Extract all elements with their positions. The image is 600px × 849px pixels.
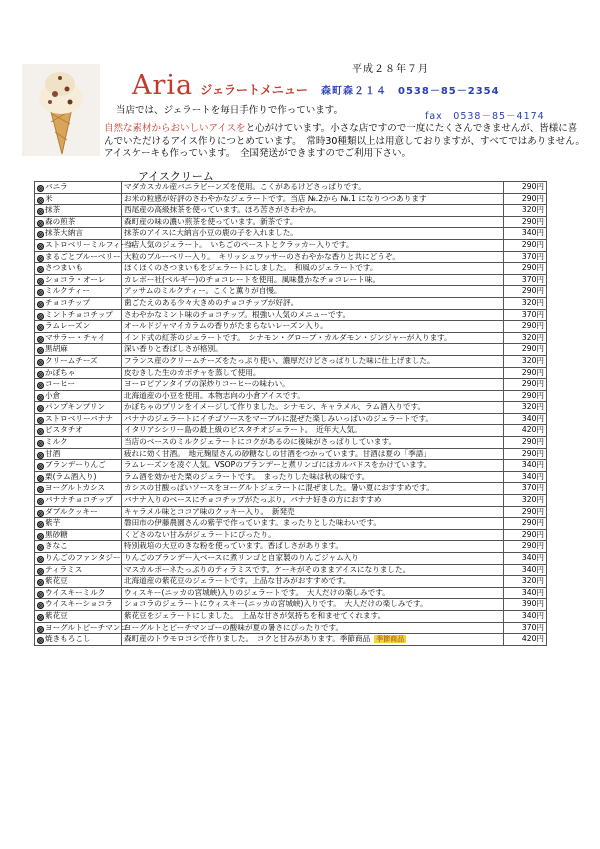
menu-item-description (122, 471, 504, 483)
section-title: アイスクリーム (138, 170, 214, 183)
menu-item-name (35, 251, 122, 263)
menu-item-name (35, 622, 128, 634)
menu-item-name (35, 553, 122, 565)
menu-item-price: 420円 (504, 425, 547, 437)
menu-item-description (122, 321, 504, 333)
menu-item-name (35, 634, 122, 646)
menu-item-description (122, 379, 504, 391)
bullet-icon: ◎ (37, 474, 44, 482)
menu-item-price: 320円 (504, 205, 547, 217)
menu-row (35, 587, 547, 599)
item-name-text: 黒砂糖 (45, 529, 68, 539)
bullet-icon: ◎ (37, 382, 44, 390)
item-name-text: 紫花豆 (45, 610, 68, 620)
menu-row (35, 321, 547, 333)
menu-row (35, 251, 547, 263)
menu-row (35, 599, 547, 611)
menu-item-name (35, 460, 122, 472)
item-name-text: ラムレーズン (45, 321, 91, 331)
menu-item-price: 320円 (504, 332, 547, 344)
item-desc-text: 歯ごたえのある少々大きめのチョコチップが好評。 (124, 297, 299, 307)
item-name-text: コーヒー (45, 379, 76, 389)
menu-item-price: 320円 (504, 355, 547, 367)
menu-row (35, 622, 547, 634)
bullet-icon: ◎ (37, 358, 44, 366)
menu-item-name (35, 541, 122, 553)
menu-item-price: 370円 (504, 622, 547, 634)
fax-number: fax 0538－85－4174 (425, 111, 545, 122)
menu-item-name (35, 193, 122, 205)
menu-item-name (35, 390, 122, 402)
menu-item-name (35, 321, 122, 333)
menu-row (35, 309, 547, 321)
menu-row (35, 286, 547, 298)
menu-item-price: 290円 (504, 239, 547, 251)
menu-item-name (35, 483, 122, 495)
item-name-text: かぼちゃ (45, 367, 76, 377)
item-desc-text: 深い香りと香ばしさが格別。 (124, 344, 223, 354)
bullet-icon: ◎ (37, 544, 44, 552)
bullet-icon: ◎ (37, 416, 44, 424)
menu-item-price: 340円 (504, 610, 547, 622)
menu-item-description (122, 495, 504, 507)
menu-item-price: 390円 (504, 599, 547, 611)
item-name-text: バナナチョコチップ (45, 495, 113, 505)
item-desc-text: イタリアシシリー島の最上級のピスタチオジェラート。 近年大人気。 (124, 425, 362, 435)
menu-row (35, 413, 547, 425)
menu-item-name (35, 471, 122, 483)
menu-row (35, 205, 547, 217)
item-name-text: ティラミス (45, 564, 83, 574)
menu-item-name (35, 564, 122, 576)
menu-row (35, 274, 547, 286)
bullet-icon: ◎ (37, 440, 44, 448)
item-name-text: ダブルクッキー (45, 506, 98, 516)
bullet-icon: ◎ (37, 324, 44, 332)
menu-row (35, 390, 547, 402)
menu-item-price: 320円 (504, 495, 547, 507)
menu-item-price: 320円 (504, 402, 547, 414)
bullet-icon: ◎ (37, 347, 44, 355)
item-name-text: きなこ (45, 541, 68, 551)
menu-item-price: 290円 (504, 263, 547, 275)
menu-item-description (122, 437, 504, 449)
menu-item-price: 290円 (504, 321, 547, 333)
item-desc-text: キャラメル味とココア味のクッキー入り。 新発売 (124, 506, 295, 516)
menu-item-name (35, 344, 122, 356)
menu-item-price: 290円 (504, 390, 547, 402)
menu-header (132, 70, 500, 101)
item-name-text: 森の煎茶 (45, 216, 76, 226)
menu-row (35, 263, 547, 275)
menu-row (35, 332, 547, 344)
item-desc-text: アッサムのミルクティー。こくと薫りが自慢。 (124, 286, 282, 296)
menu-item-price: 340円 (504, 587, 547, 599)
menu-item-price: 420円 (504, 634, 547, 646)
menu-item-price: 340円 (504, 564, 547, 576)
item-desc-text: 北海道産の紫花豆のジェラートです。上品な甘みがおすすめです。 (124, 576, 351, 586)
item-desc-text: カレボー社(ベルギー)のチョコレートを使用。風味豊かなチョコレート味。 (124, 274, 381, 284)
menu-item-price: 340円 (504, 471, 547, 483)
item-name-text: ピスタチオ (45, 425, 83, 435)
bullet-icon: ◎ (37, 567, 44, 575)
bullet-icon: ◎ (37, 602, 44, 610)
menu-item-description (122, 576, 504, 588)
bullet-icon: ◎ (37, 405, 44, 413)
bullet-icon: ◎ (37, 590, 44, 598)
menu-item-price: 290円 (504, 437, 547, 449)
menu-row (35, 402, 547, 414)
bullet-icon: ◎ (37, 242, 44, 250)
menu-item-description (122, 297, 504, 309)
menu-item-name (35, 367, 122, 379)
menu-item-description (122, 448, 504, 460)
menu-item-description (122, 506, 504, 518)
brand-logo: Aria (132, 70, 194, 101)
item-desc-text: 大粒のブルーベリー入り。 キリッシュワッサーのさわやかな香りと共にどうぞ。 (124, 251, 400, 261)
bullet-icon: ◎ (37, 498, 44, 506)
issue-date: 平成２８年７月 (352, 64, 429, 75)
menu-item-name (35, 355, 122, 367)
bullet-icon: ◎ (37, 393, 44, 401)
item-name-text: ストロベリーミルフィーユ (45, 239, 136, 249)
bullet-icon: ◎ (37, 196, 44, 204)
menu-item-price: 290円 (504, 529, 547, 541)
menu-item-name (35, 587, 122, 599)
bullet-icon: ◎ (37, 312, 44, 320)
item-desc-text: 西尾産の高級抹茶を使っています。ほろ苦さがさわやか。 (124, 205, 321, 215)
menu-item-name (35, 263, 122, 275)
menu-item-description (122, 610, 504, 622)
bullet-icon: ◎ (37, 532, 44, 540)
item-desc-text: オールドジャマイカラムの香りがたまらないレーズン入り。 (124, 321, 328, 331)
menu-item-description (122, 564, 504, 576)
menu-row (35, 610, 547, 622)
item-desc-text: 皮むきした生のカボチャを蒸して使用。 (124, 367, 261, 377)
menu-item-price: 320円 (504, 297, 547, 309)
menu-item-description (122, 274, 504, 286)
menu-item-name (35, 309, 122, 321)
menu-row (35, 239, 547, 251)
menu-row (35, 425, 547, 437)
menu-item-description (122, 355, 504, 367)
menu-item-price: 290円 (504, 344, 547, 356)
item-desc-text: お米の粒感が好評のさわやかなジェラートです。当店 №.2から №.1 になりつつあります (124, 193, 427, 203)
bullet-icon: ◎ (37, 463, 44, 471)
menu-item-price: 290円 (504, 367, 547, 379)
bullet-icon: ◎ (37, 428, 44, 436)
item-name-text: 抹茶大納言 (45, 228, 83, 238)
menu-row (35, 495, 547, 507)
menu-row (35, 576, 547, 588)
item-desc-text: カシスの甘酸っぱいソースをヨーグルトジェラートに混ぜました。暑い夏におすすめです。 (124, 483, 434, 493)
menu-item-description (122, 483, 504, 495)
menu-title: ジェラートメニュー (200, 83, 308, 97)
menu-item-price: 340円 (504, 228, 547, 240)
menu-row (35, 367, 547, 379)
bullet-icon: ◎ (37, 613, 44, 621)
menu-row (35, 634, 547, 646)
menu-row (35, 216, 547, 228)
intro-paragraph (104, 123, 590, 161)
menu-row (35, 483, 547, 495)
menu-item-description (122, 599, 504, 611)
menu-item-description (122, 216, 504, 228)
menu-item-name (35, 413, 122, 425)
menu-item-name (35, 332, 122, 344)
item-name-text: 紫花豆 (45, 576, 68, 586)
item-name-text: 抹茶 (45, 205, 61, 215)
menu-row (35, 541, 547, 553)
item-name-text: ヨーグルトピーチマンゴ (45, 622, 128, 632)
menu-row (35, 471, 547, 483)
menu-item-price: 290円 (504, 182, 547, 194)
menu-item-description (122, 193, 504, 205)
address-phone: 森町森２１４ 0538－85－2354 (320, 86, 500, 97)
item-desc-text: さわやかなミント味のチョコチップ。根強い人気のメニューです。 (124, 309, 351, 319)
item-desc-text: かぼちゃのプリンをイメージして作りました。シナモン、キャラメル、ラム酒入りです。 (124, 402, 426, 412)
menu-item-description (122, 425, 504, 437)
menu-item-name (35, 297, 122, 309)
item-name-text: 米 (45, 193, 53, 203)
menu-item-name (35, 182, 122, 194)
menu-item-description (122, 263, 504, 275)
menu-item-name (35, 495, 122, 507)
item-name-text: 小倉 (45, 390, 61, 400)
menu-item-description (122, 332, 504, 344)
menu-item-name (35, 599, 122, 611)
bullet-icon: ◎ (37, 254, 44, 262)
menu-item-name (35, 529, 122, 541)
item-name-text: 紫芋 (45, 518, 61, 528)
menu-item-price: 320円 (504, 576, 547, 588)
bullet-icon: ◎ (37, 185, 44, 192)
item-name-text: 栗(ラム酒入り) (45, 471, 97, 481)
menu-row (35, 182, 547, 194)
bullet-icon: ◎ (37, 509, 44, 517)
menu-item-description (122, 413, 504, 425)
intro-text: と心がけています。小さな店ですので一度にたくさんできませんが、皆様に喜んでいただけるアイス作りにつとめています。 常時30種類以上は用意しておりますが、すべてではありません。 アイスケーキも作っています。 全国発送ができますのでご利用下さい。 (104, 123, 590, 159)
menu-item-description (122, 182, 504, 194)
item-desc-text: 抹茶のアイスに大納言小豆の鹿の子を入れました。 (124, 228, 298, 238)
item-name-text: ミルクティー (45, 286, 90, 296)
menu-item-name (35, 506, 122, 518)
item-desc-text: マダカスカル産バニラビーンズを使用。こくがあるけどさっぱりです。 (124, 182, 366, 191)
menu-item-name (35, 437, 122, 449)
menu-item-name (35, 610, 122, 622)
menu-item-price: 290円 (504, 518, 547, 530)
item-name-text: バニラ (45, 182, 68, 191)
menu-table (34, 181, 547, 646)
item-desc-text: 北海道産の小豆を使用。本物志向の小倉アイスです。 (124, 390, 305, 400)
menu-item-price: 340円 (504, 553, 547, 565)
menu-item-name (35, 425, 122, 437)
menu-item-name (35, 228, 122, 240)
menu-item-price: 370円 (504, 274, 547, 286)
menu-row (35, 553, 547, 565)
item-desc-text: バナナのジェラートにイチゴソースをマーブルに混ぜた楽しみいっぱいのジェラートです。 (124, 413, 434, 423)
item-desc-text: りんごのブランデー入ベースに煮リンゴと自家製のりんごジャム入り (124, 553, 359, 562)
menu-item-name (35, 402, 122, 414)
intro-highlight: 自然な素材からおいしいアイスを (104, 123, 246, 134)
bullet-icon: ◎ (37, 335, 44, 343)
menu-item-price: 290円 (504, 286, 547, 298)
bullet-icon: ◎ (37, 370, 44, 378)
menu-item-description (122, 622, 504, 634)
item-desc-text: ほくほくのさつまいもをジェラートにしました。 和風のジェラートです。 (124, 263, 378, 273)
bullet-icon: ◎ (37, 579, 44, 587)
menu-row (35, 564, 547, 576)
item-name-text: ブランデーりんご (45, 460, 106, 470)
menu-item-price: 340円 (504, 413, 547, 425)
menu-item-description (122, 205, 504, 217)
item-name-text: 焼きもろこし (45, 634, 91, 644)
menu-row (35, 228, 547, 240)
item-name-text: りんごのファンタジー (45, 553, 121, 562)
item-name-text: ヨーグルトカシス (45, 483, 106, 493)
menu-item-price: 370円 (504, 309, 547, 321)
item-desc-text: マスカルポーネたっぷりのティラミスです。ケーキがそのままアイスになりました。 (124, 564, 411, 574)
bullet-icon: ◎ (37, 300, 44, 308)
menu-item-description (122, 251, 504, 263)
item-desc-text: 森町産の味の濃い煎茶を使っています。新茶です。 (124, 216, 298, 226)
menu-item-description (122, 367, 504, 379)
item-desc-text: 磐田市の伊藤農園さんの紫芋で作っています。まったりとした味わいです。 (124, 518, 381, 528)
intro-line: 当店では、ジェラートを毎日手作りで作っています。 (116, 105, 344, 116)
bullet-icon: ◎ (37, 625, 44, 633)
menu-item-price: 290円 (504, 216, 547, 228)
item-desc-text: ウィスキー(ニッカの宮城峡)入りのジェラートです。 大人だけの楽しみです。 (124, 587, 390, 597)
menu-item-price: 370円 (504, 251, 547, 263)
menu-item-name (35, 286, 122, 298)
item-desc-text: バナナ入りのベースにチョコチップがたっぷり。バナナ好きの方におすすめ (124, 495, 382, 505)
menu-item-name (35, 216, 122, 228)
menu-row (35, 529, 547, 541)
bullet-icon: ◎ (37, 277, 44, 285)
menu-row (35, 448, 547, 460)
item-desc-text: 当店人気のジェラート。 いちごのペーストとクラッカー入りです。 (124, 239, 354, 249)
item-name-text: チョコチップ (45, 297, 91, 307)
menu-item-description (122, 228, 504, 240)
item-desc-text: 特別栽培の大豆のきな粉を使っています。香ばしさがあります。 (124, 541, 343, 551)
item-name-text: 黒胡麻 (45, 344, 68, 354)
menu-item-description (122, 344, 504, 356)
menu-item-name (35, 448, 122, 460)
bullet-icon: ◎ (37, 556, 44, 563)
menu-row (35, 379, 547, 391)
menu-item-description (122, 309, 504, 321)
menu-item-price: 290円 (504, 379, 547, 391)
bullet-icon: ◎ (37, 521, 44, 529)
item-name-text: ウイスキーショコラ (45, 599, 113, 609)
item-name-text: ミントチョコチップ (45, 309, 113, 319)
item-name-text: 甘酒 (45, 448, 61, 458)
bullet-icon: ◎ (37, 219, 44, 227)
menu-item-name (35, 274, 122, 286)
menu-item-price: 370円 (504, 483, 547, 495)
menu-item-price: 290円 (504, 448, 547, 460)
bullet-icon: ◎ (37, 637, 44, 645)
bullet-icon: ◎ (37, 486, 44, 494)
menu-item-price: 290円 (504, 541, 547, 553)
item-name-text: ミルク (45, 437, 68, 447)
menu-item-price: 340円 (504, 460, 547, 472)
menu-item-name (35, 518, 122, 530)
menu-item-description (122, 587, 504, 599)
menu-item-price: 290円 (504, 506, 547, 518)
item-desc-text: 森町産のトウモロコシで作りました。 コクと甘みがあります。季節商品 (124, 634, 371, 644)
menu-item-description (122, 239, 504, 251)
menu-item-description (122, 460, 504, 472)
menu-item-name (35, 576, 122, 588)
item-desc-text: くどさのない甘みがジェラートにぴったり。 (124, 529, 276, 539)
menu-item-description (122, 553, 504, 565)
menu-item-name (35, 379, 122, 391)
bullet-icon: ◎ (37, 208, 44, 216)
item-name-text: さつまいも (45, 263, 83, 273)
menu-row (35, 460, 547, 472)
bullet-icon: ◎ (37, 231, 44, 239)
menu-item-name (35, 239, 136, 251)
menu-item-description (122, 286, 504, 298)
item-desc-text: フランス産のクリームチーズをたっぷり使い、濃厚だけどさっぱりした味に仕上げました。 (124, 355, 435, 365)
menu-row (35, 344, 547, 356)
item-name-text: パンプキンプリン (45, 402, 106, 412)
item-desc-text: ヨーグルトとピーチマンゴーの酸味が夏の暑さにぴったりです。 (124, 622, 344, 632)
menu-item-name (35, 205, 122, 217)
bullet-icon: ◎ (37, 451, 44, 459)
item-name-text: ストロベリーバナナ (45, 413, 113, 423)
menu-row (35, 518, 547, 530)
item-name-text: まるごとブルーベリー (45, 251, 121, 261)
menu-row (35, 193, 547, 205)
item-desc-text: ラムレーズンを凌ぐ人気。VSOPのブランデーと煮リンゴにはカルバドスをかけています。 (124, 460, 432, 470)
item-desc-text: インド式の紅茶のジェラートです。 シナモン・グローブ・カルダモン・ジンジャーが入ります。 (124, 332, 452, 342)
item-name-text: マサラー・チャイ (45, 332, 106, 342)
item-desc-text: 紫花豆をジェラートにしました。 上品な甘さが気持ちを和ませてくれます。 (124, 610, 386, 620)
item-desc-text: 当店のベースのミルクジェラートにコクがあるのに後味がさっぱりしています。 (124, 437, 397, 447)
menu-item-description (122, 634, 504, 646)
menu-item-description (122, 390, 504, 402)
item-desc-text: 疲れに効く甘酒。 地元麹屋さんの砂糖なしの甘酒をつかっています。甘酒は夏の「季語」 (124, 448, 431, 458)
menu-row (35, 355, 547, 367)
menu-item-price: 290円 (504, 193, 547, 205)
bullet-icon: ◎ (37, 289, 44, 297)
menu-item-description (122, 541, 504, 553)
seasonal-badge: 季節商品 (376, 635, 405, 644)
menu-item-description (122, 402, 504, 414)
menu-item-description (122, 529, 504, 541)
item-name-text: ウイスキーミルク (45, 587, 106, 597)
bullet-icon: ◎ (37, 266, 44, 274)
menu-row (35, 506, 547, 518)
item-name-text: クリームチーズ (45, 355, 98, 365)
item-desc-text: ラム酒を効かせた栗のジェラートです。 まったりした味は秋の味です。 (124, 471, 370, 481)
menu-row (35, 437, 547, 449)
menu-item-description (122, 518, 504, 530)
menu-row (35, 297, 547, 309)
item-desc-text: ショコラのジェラートにウィスキー(ニッカの宮城峡)入りです。 大人だけの楽しみです。 (124, 599, 428, 609)
item-name-text: ショコラ・オーレ (45, 274, 106, 284)
item-desc-text: ヨーロピアンタイプの深炒りコーヒーの味わい。 (124, 379, 290, 389)
gelato-cone-photo (22, 64, 100, 156)
